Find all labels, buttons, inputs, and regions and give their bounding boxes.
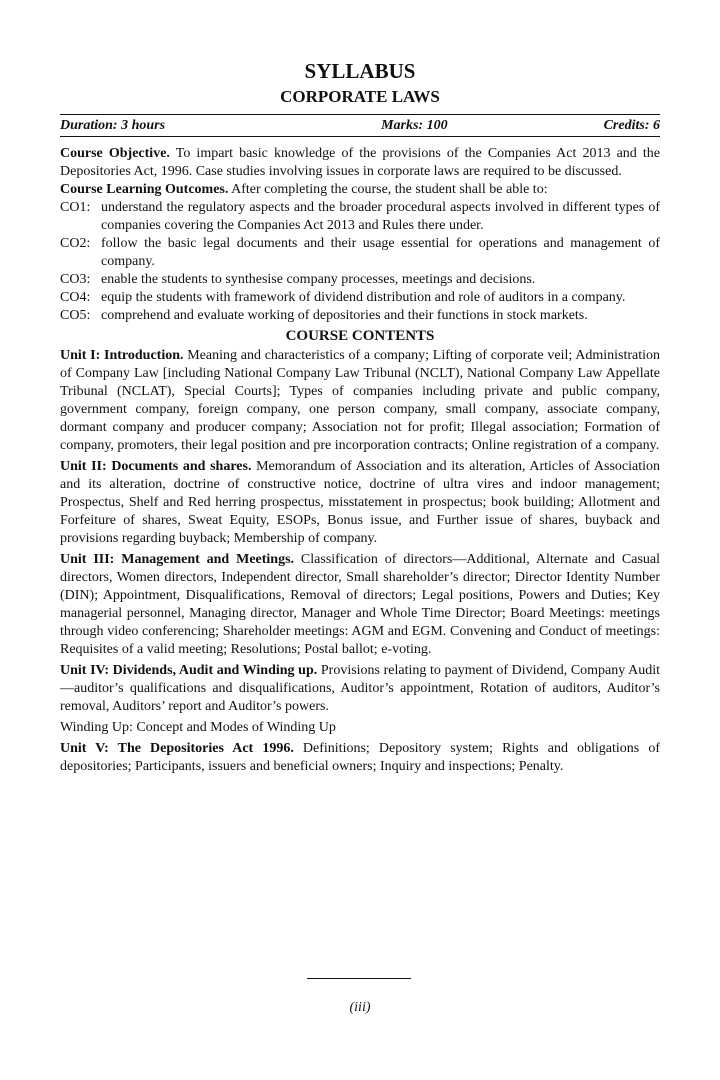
unit-paragraph [60,662,660,716]
unit-text: Provisions relating to payment of Dividend, Company Audit—auditor’s qualifications and disqualifications, Auditor’s appointment, Rotation of auditors, Auditor’s removal, Auditors’ report and Auditor’s powers. [60,663,660,714]
course-contents-heading: COURSE CONTENTS [285,328,435,344]
outcome-item [60,199,660,235]
outcome-code: CO1: [60,200,91,215]
outcomes-list [60,199,660,325]
unit-text: Definitions; Depository system; Rights and obligations of depositories; Participants, issuers and beneficial owners; Inquiry and inspections; Penalty. [60,741,661,774]
outcome-item [60,307,660,325]
outcome-text: comprehend and evaluate working of depositories and their functions in stock markets. [101,308,588,323]
footer-rule [307,978,411,979]
outcome-text: follow the basic legal documents and their usage essential for operations and management of company. [101,236,660,269]
page-title: SYLLABUS [304,59,416,83]
unit-paragraph [60,551,660,659]
unit-label: Unit II: Documents and shares. [60,459,252,474]
outcome-code: CO3: [60,272,91,287]
learning-outcomes-intro [60,181,660,199]
duration-text: Duration: 3 hours [60,118,166,133]
unit-paragraph [60,347,660,455]
unit-text: Meaning and characteristics of a company; Lifting of corporate veil; Administration of Company Law [including National Company Law Tribunal (NCLT), National Company Law Appellate Tribunal (NCLAT), Special Courts]; Types of companies including private and public company, government company, foreign company, one person company, small company, associate company, dormant company and producer company; Association not for profit; Illegal association; Formation of company, promoters, their legal position and pre incorporation contracts; Online registration of a company. [60,348,660,453]
outcome-text: equip the students with framework of dividend distribution and role of auditors in a company. [101,290,626,305]
course-objective [60,145,660,181]
outcomes-text: After completing the course, the student shall be able to: [228,182,548,197]
unit-label: Unit IV: Dividends, Audit and Winding up. [60,663,318,678]
unit-label: Unit I: Introduction. [60,348,184,363]
credits-text: Credits: 6 [603,118,660,133]
outcome-text: understand the regulatory aspects and the broader procedural aspects involved in different types of companies covering the Companies Act 2013 and Rules there under. [101,200,660,233]
unit-text: Winding Up: Concept and Modes of Winding Up [60,720,336,735]
header-bottom-rule [60,136,660,137]
outcome-item [60,271,660,289]
unit-label: Unit V: The Depositories Act 1996. [60,741,294,756]
outcome-item [60,289,660,307]
outcome-text: enable the students to synthesise company processes, meetings and decisions. [101,272,536,287]
marks-text: Marks: 100 [381,118,448,133]
unit-paragraph [60,740,660,776]
unit-label: Unit III: Management and Meetings. [60,552,295,567]
course-meta-row [60,115,660,136]
unit-text: Classification of directors—Additional, Alternate and Casual directors, Women directors, Independent director, Small shareholder’s director; Director Identity Number (DIN); Appointment, Disqualifications, Removal of directors; Legal positions, Powers and Duties; Key managerial personnel, Managing director, Manager and Whole Time Director; Board Meetings: meetings through video conferencing; Shareholder meetings: AGM and EGM. Convening and Conduct of meetings: Requisites of a valid meeting; Resolutions; Postal ballot; e-voting. [60,552,661,657]
course-title: CORPORATE LAWS [280,87,440,106]
outcome-code: CO4: [60,290,91,305]
outcomes-label: Course Learning Outcomes. [60,182,229,197]
syllabus-page [60,58,660,776]
outcome-code: CO2: [60,236,91,251]
unit-paragraph [60,458,660,548]
objective-label: Course Objective. [60,146,170,161]
outcome-code: CO5: [60,308,91,323]
unit-text: Memorandum of Association and its alteration, Articles of Association and its alteration, doctrine of constructive notice, doctrine of ultra vires and indoor management; Prospectus, Shelf and Red herring prospectus, misstatement in prospectus; book building; Allotment and Forfeiture of shares, Sweat Equity, ESOPs, Bonus issue, and Further issue of shares, buyback and provisions regarding buyback; Membership of company. [60,459,661,546]
page-number: (iii) [349,1000,371,1015]
objective-text: To impart basic knowledge of the provisions of the Companies Act 2013 and the Depositories Act, 1996. Case studies involving issues in corporate laws are required to be discussed. [60,146,660,179]
outcome-item [60,235,660,271]
winding-up-paragraph [60,719,660,737]
